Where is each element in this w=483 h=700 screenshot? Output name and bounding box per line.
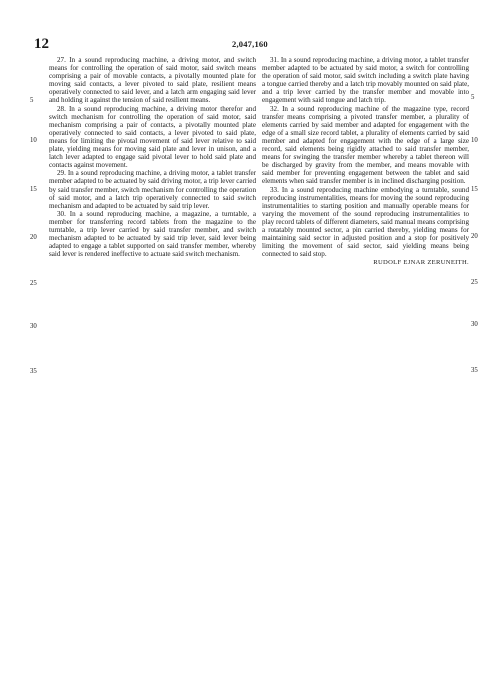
- claim-30: 30. In a sound reproducing machine, a magazine, a turntable, a member for transferring record tablets from the magazine to the turntable, a trip lever carried by said transfer member, and switch mechanism adapted to be actuated by said trip lever, said lever being adapted to engage a tablet supported on said transfer member, whereby said lever is rendered ineffective to actuate said switch mechanism.: [49, 209, 256, 259]
- line-number: 10: [471, 137, 478, 144]
- page-number: 12: [34, 36, 49, 52]
- right-column: [262, 56, 469, 267]
- line-number: 15: [30, 186, 37, 193]
- line-number: 5: [471, 94, 475, 101]
- line-number: 20: [471, 233, 478, 240]
- claim-33: 33. In a sound reproducing machine embodying a turntable, sound reproducing instrumentalities, means for moving the sound reproducing instrumentalities to starting position and manually operable means for varying the movement of the sound reproducing instrumentalities to play record tablets of different diameters, said manual means comprising a rotatably mounted sector, a pin carried thereby, yielding means for maintaining said sector in adjusted position and a stop for positively limiting the movement of said sector, said yielding means being connected to said stop.: [262, 185, 469, 259]
- line-number: 15: [471, 186, 478, 193]
- line-number: 5: [30, 97, 34, 104]
- left-column: [49, 56, 256, 258]
- claim-27: 27. In a sound reproducing machine, a driving motor, and switch means for controlling the operation of said motor, said switch means comprising a pair of movable contacts, a pivotally mounted plate for moving said contacts, a lever pivoted to said plate, resilient means operatively connected to said lever, and a latch arm engaging said lever and holding it against the tension of said resilient means.: [49, 56, 256, 105]
- line-number: 10: [30, 137, 37, 144]
- patent-number: 2,047,160: [232, 39, 268, 49]
- line-number: 30: [30, 323, 37, 330]
- line-number: 35: [471, 367, 478, 374]
- claim-32: 32. In a sound reproducing machine of the magazine type, record transfer means comprising a pivoted transfer member, a plurality of elements carried by said member and adapted for engagement with the edge of a small size record tablet, a plurality of elements carried by said member and adapted for engagement with the edge of a large size record, said elements being rigidly attached to said transfer member, means for swinging the transfer member whereby a tablet thereon will be discharged by gravity from the member, and means movable with said member for preventing engagement between the tablet and said elements when said transfer member is in inclined discharging position.: [262, 104, 469, 186]
- inventor-signature: RUDOLF EJNAR ZERUNEITH.: [373, 259, 469, 267]
- claim-28: 28. In a sound reproducing machine, a driving motor therefor and switch mechanism for controlling the operation of said motor, said mechanism comprising a pair of contacts, a pivotally mounted plate operatively connected to said contacts, a lever pivoted to said plate, means for limiting the pivotal movement of said lever relative to said plate, yielding means for moving said plate and lever in unison, and a latch lever adapted to engage said pivotal lever to hold said plate and contacts against movement.: [49, 104, 256, 170]
- line-number: 25: [30, 280, 37, 287]
- line-number: 35: [30, 368, 37, 375]
- claim-29: 29. In a sound reproducing machine, a driving motor, a tablet transfer member adapted to be actuated by said driving motor, a trip lever carried by said transfer member, switch mechanism for controlling the operation of said motor, and a latch trip operatively connected to said switch mechanism and adapted to be actuated by said trip lever.: [49, 169, 256, 210]
- claim-31: 31. In a sound reproducing machine, a driving motor, a tablet transfer member adapted to be actuated by said motor, a switch for controlling the operation of said motor, said switch including a switch plate having a tongue carried thereby and a latch trip movably mounted on said plate, and a trip lever carried by the transfer member and movable into engagement with said tongue and latch trip.: [262, 56, 469, 105]
- line-number: 25: [471, 279, 478, 286]
- line-number: 20: [30, 234, 37, 241]
- line-number: 30: [471, 321, 478, 328]
